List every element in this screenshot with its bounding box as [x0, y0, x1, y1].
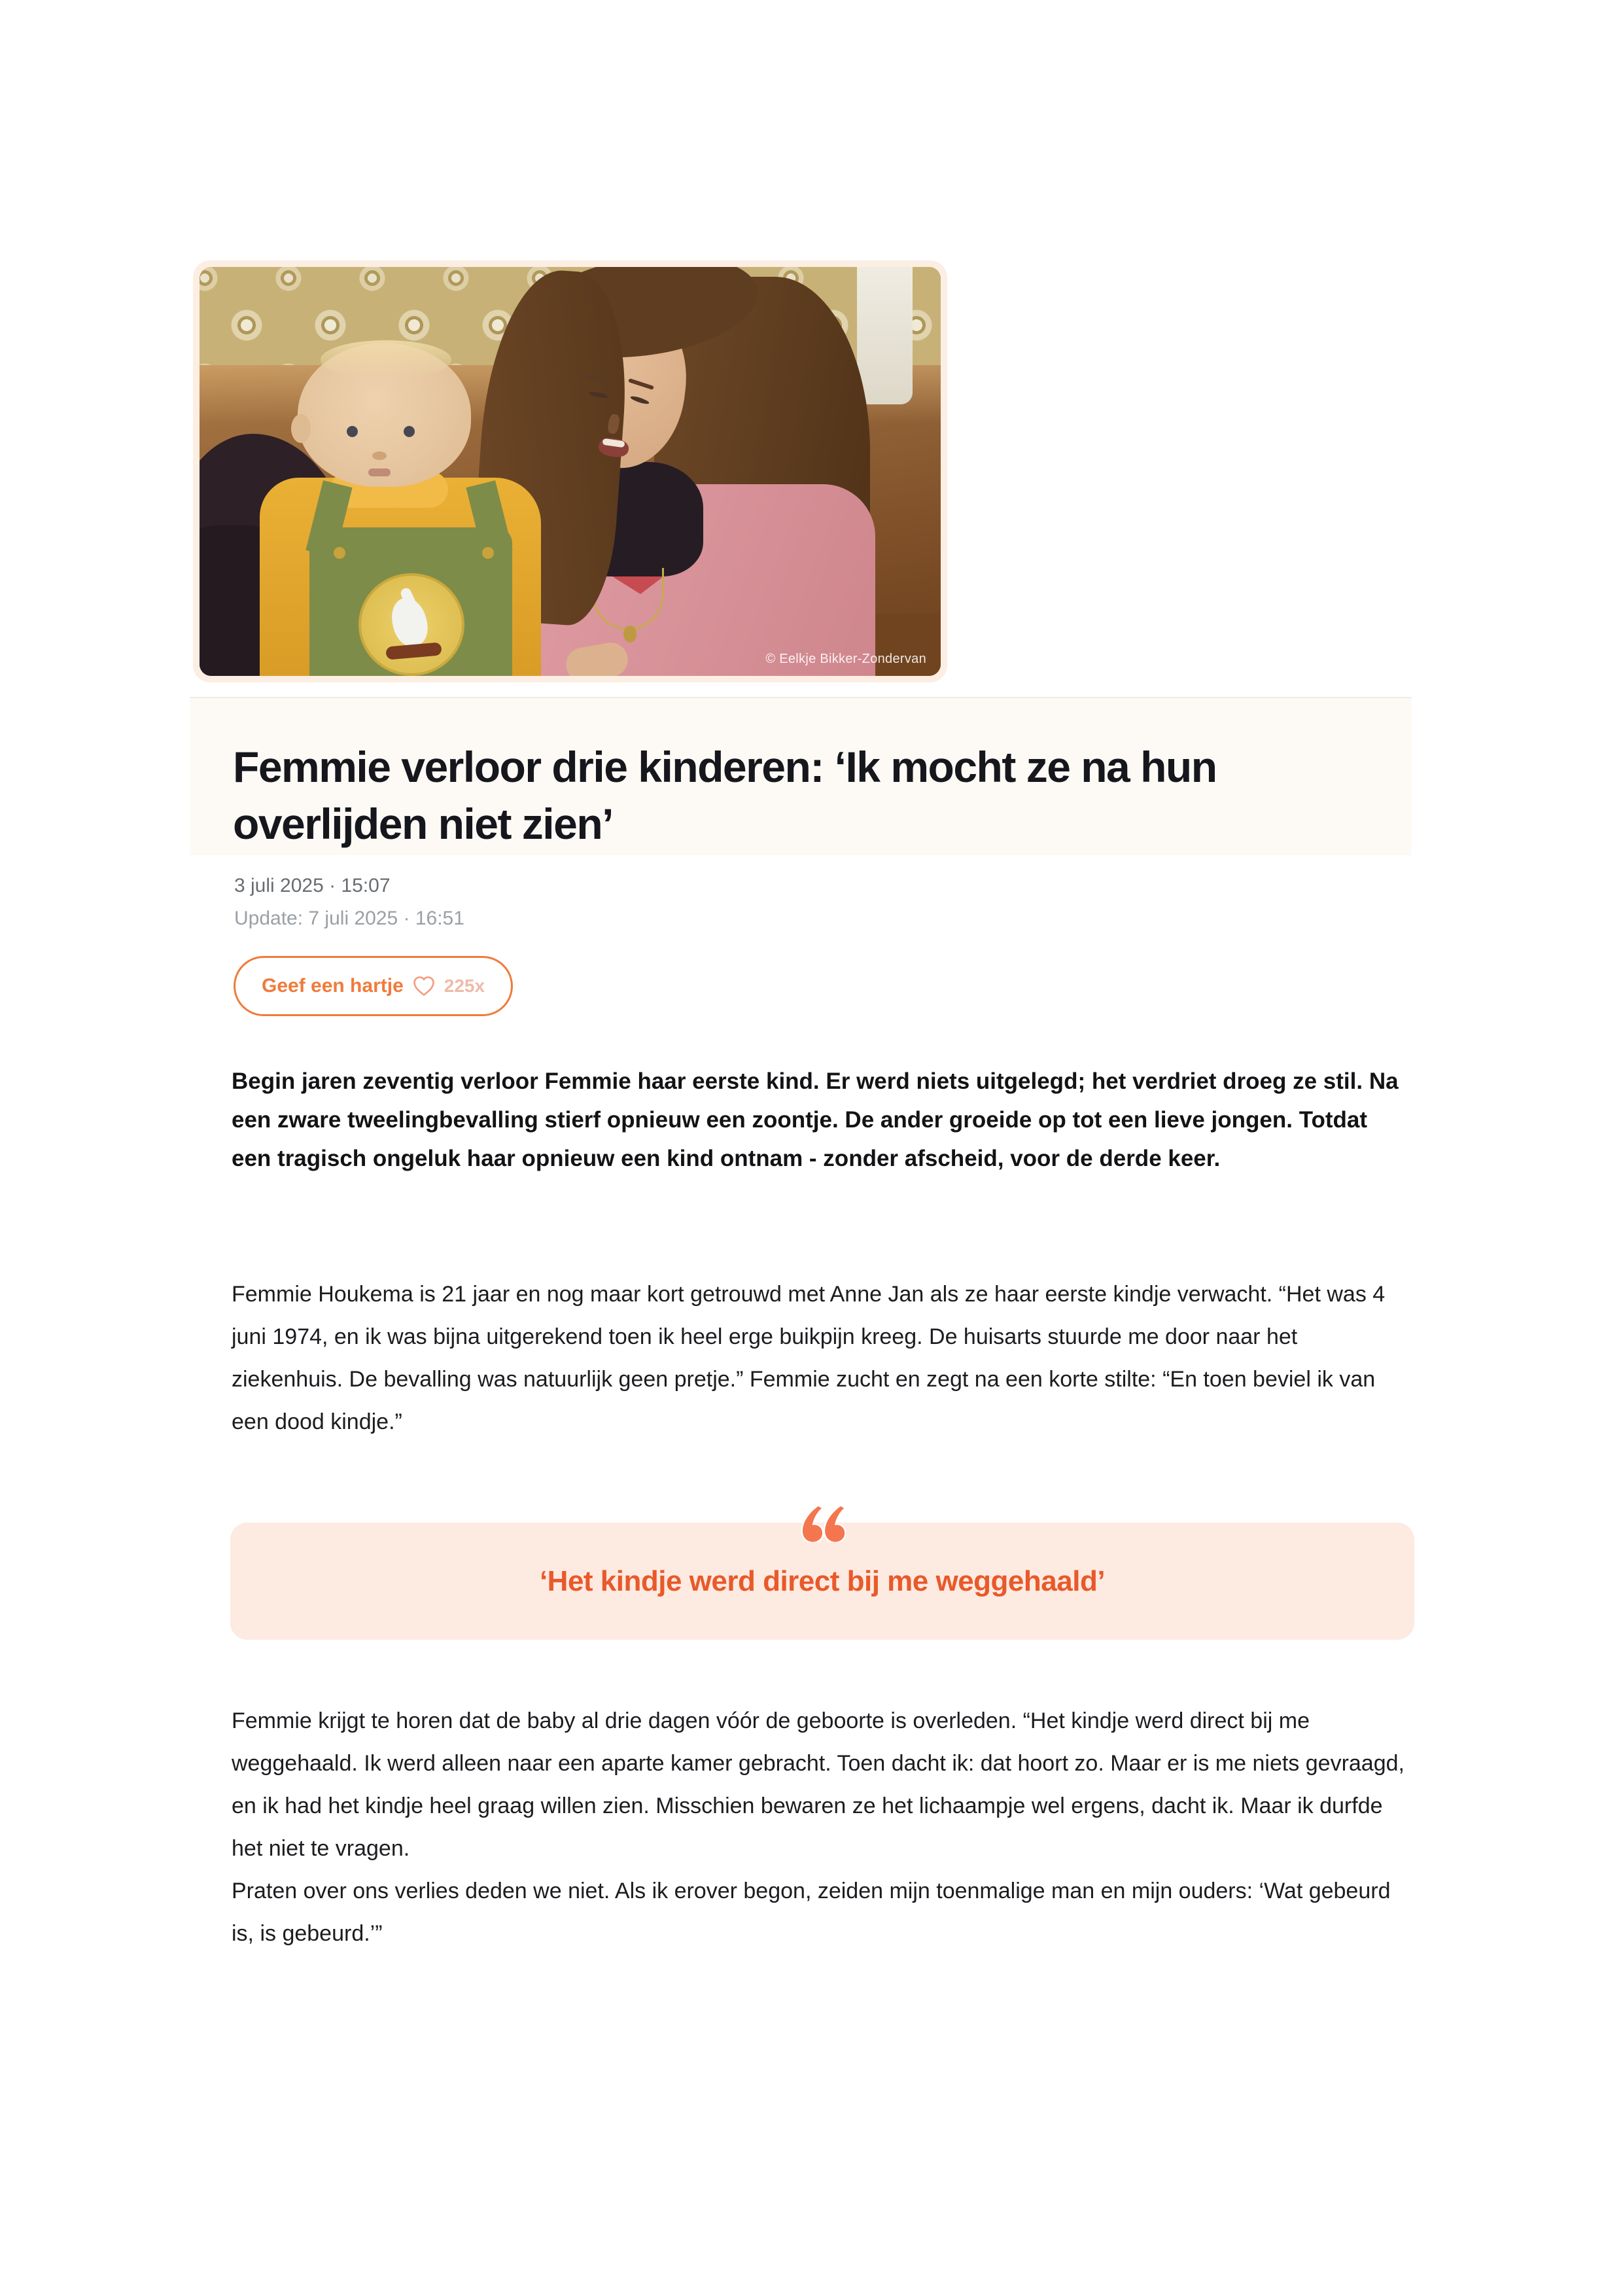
article-body-end — [232, 1700, 1406, 1955]
baby-nose — [372, 451, 387, 460]
publish-date: 3 juli 2025 · 15:07 — [234, 875, 391, 896]
pull-quote-text: ‘Het kindje werd direct bij me weggehaald’ — [539, 1564, 1106, 1597]
article-paragraph: Femmie krijgt te horen dat de baby al drie dagen vóór de geboorte is overleden. “Het kindje werd direct bij me weggehaald. Ik werd alleen naar een aparte kamer gebracht. Toen dacht ik: dat hoort zo. Maar er is me niets gevraagd, en ik had het kindje heel graag willen zien. Misschien bewaren ze het lichaampje wel ergens, dacht ik. Maar ik durfde het niet te vragen. — [232, 1708, 1405, 1861]
baby-overall-button — [482, 547, 494, 559]
photo-credit: © Eelkje Bikker-Zondervan — [765, 652, 926, 666]
baby-eye — [347, 426, 358, 437]
like-button-label: Geef een hartje — [262, 975, 404, 997]
article-intro: Begin jaren zeventig verloor Femmie haar eerste kind. Er werd niets uitgelegd; het verdriet droeg ze stil. Na een zware tweelingbevalling stierf opnieuw een zoontje. De ander groeide op tot een lieve jongen. Totdat een tragisch ongeluk haar opnieuw een kind ontnam - zonder afscheid, voor de derde keer. — [232, 1069, 1399, 1171]
baby-hair — [321, 340, 451, 380]
article-paragraph: Femmie Houkema is 21 jaar en nog maar kort getrouwd met Anne Jan als ze haar eerste kindje verwacht. “Het was 4 juni 1974, en ik was bijna uitgerekend toen ik heel erge buikpijn kreeg. De huisarts stuurde me door naar het ziekenhuis. De bevalling was natuurlijk geen pretje.” Femmie zucht en zegt na een korte stilte: “En toen beviel ik van een dood kindje.” — [232, 1282, 1386, 1434]
opening-quotes-icon — [799, 1506, 846, 1542]
baby-ear — [291, 414, 311, 443]
like-count: 225x — [444, 976, 485, 996]
photo-card — [193, 260, 947, 682]
baby-eye — [404, 426, 415, 437]
baby-mouth — [368, 468, 391, 476]
article-title-line: Femmie verloor drie kinderen: ‘Ik mocht ze na hun — [233, 743, 1217, 791]
headline-band — [190, 697, 1412, 855]
mother-pendant — [623, 626, 637, 643]
heart-icon — [412, 975, 436, 997]
update-date: Update: 7 juli 2025 · 16:51 — [234, 908, 464, 929]
article-title — [190, 698, 1412, 853]
photo-lamp-pillar — [857, 267, 913, 404]
article-paragraph: Praten over ons verlies deden we niet. Als ik erover begon, zeiden mijn toenmalige man en mijn ouders: ‘Wat gebeurd is, is gebeurd.’” — [232, 1879, 1391, 1946]
article-photo — [200, 267, 941, 676]
like-button[interactable] — [234, 956, 513, 1016]
pull-quote — [230, 1523, 1414, 1640]
baby-overall-button — [334, 547, 345, 559]
article-title-line: overlijden niet zien’ — [233, 800, 613, 848]
